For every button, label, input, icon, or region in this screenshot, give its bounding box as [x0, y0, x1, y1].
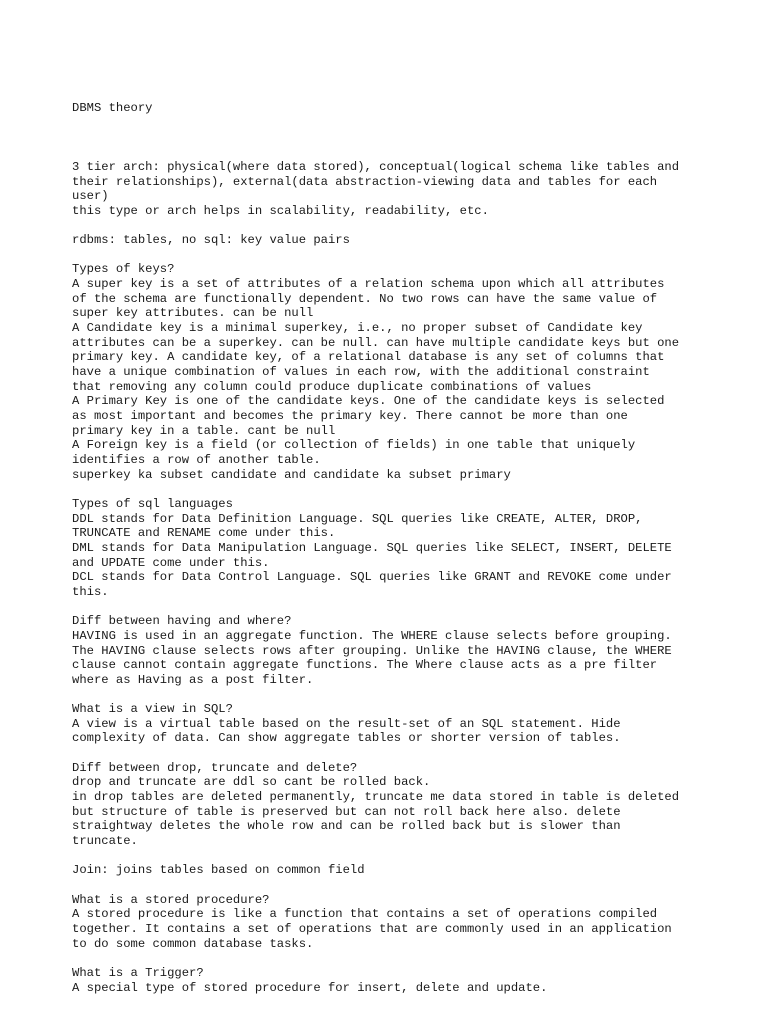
text-line: this type or arch helps in scalability, readability, etc. — [72, 203, 489, 218]
paragraph — [72, 160, 712, 219]
text-line: in drop tables are deleted permanently, truncate me data stored in table is deleted — [72, 790, 680, 805]
paragraph-gap — [72, 248, 712, 263]
text-line: clause cannot contain aggregate functions. The Where clause acts as a pre filter — [72, 658, 658, 673]
text-line: identifies a row of another table. — [72, 453, 321, 468]
document-body — [72, 72, 712, 995]
text-line: rdbms: tables, no sql: key value pairs — [72, 233, 350, 248]
text-line: Diff between having and where? — [72, 614, 292, 629]
text-line: A stored procedure is like a function that contains a set of operations compiled — [72, 907, 658, 922]
text-line: together. It contains a set of operations that are commonly used in an application — [72, 921, 672, 936]
paragraph-gap — [72, 482, 712, 497]
text-line: complexity of data. Can show aggregate tables or shorter version of tables. — [72, 731, 621, 746]
paragraph — [72, 761, 712, 849]
text-line: What is a view in SQL? — [72, 702, 233, 717]
text-line: What is a Trigger? — [72, 965, 204, 980]
paragraph-gap — [72, 687, 712, 702]
text-line: super key attributes. can be null — [72, 306, 314, 321]
text-line: HAVING is used in an aggregate function. The WHERE clause selects before grouping. — [72, 628, 672, 643]
text-line: primary key. A candidate key, of a relational database is any set of columns that — [72, 350, 665, 365]
text-line: DDL stands for Data Definition Language. SQL queries like CREATE, ALTER, DROP, — [72, 511, 643, 526]
text-line: DML stands for Data Manipulation Language. SQL queries like SELECT, INSERT, DELETE — [72, 540, 672, 555]
paragraph-gap — [72, 600, 712, 615]
paragraph-gap — [72, 746, 712, 761]
text-line: Types of keys? — [72, 262, 175, 277]
text-line: primary key in a table. cant be null — [72, 423, 336, 438]
document-title: DBMS theory — [72, 101, 153, 116]
text-line: superkey ka subset candidate and candidate ka subset primary — [72, 467, 511, 482]
paragraph-gap — [72, 145, 712, 160]
text-line: A view is a virtual table based on the result-set of an SQL statement. Hide — [72, 716, 621, 731]
text-line: have a unique combination of values in each row, with the additional constraint — [72, 365, 650, 380]
text-line: to do some common database tasks. — [72, 936, 314, 951]
paragraph-gap — [72, 849, 712, 864]
paragraph — [72, 497, 712, 600]
text-line: attributes can be a superkey. can be null. can have multiple candidate keys but one — [72, 335, 680, 350]
paragraph — [72, 233, 712, 248]
text-line: Diff between drop, truncate and delete? — [72, 760, 358, 775]
text-line: their relationships), external(data abstraction-viewing data and tables for each — [72, 174, 658, 189]
text-line: TRUNCATE and RENAME come under this. — [72, 526, 336, 541]
text-line: of the schema are functionally dependent. No two rows can have the same value of — [72, 291, 658, 306]
text-line: Join: joins tables based on common field — [72, 863, 365, 878]
text-line: where as Having as a post filter. — [72, 672, 314, 687]
paragraph — [72, 614, 712, 687]
text-line: 3 tier arch: physical(where data stored), conceptual(logical schema like tables and — [72, 159, 680, 174]
paragraph-gap — [72, 951, 712, 966]
text-line: user) — [72, 189, 109, 204]
text-line: A Primary Key is one of the candidate keys. One of the candidate keys is selected — [72, 394, 665, 409]
paragraph-gap — [72, 219, 712, 234]
text-line: A super key is a set of attributes of a relation schema upon which all attributes — [72, 277, 665, 292]
text-line: A Candidate key is a minimal superkey, i.e., no proper subset of Candidate key — [72, 321, 643, 336]
text-line: but structure of table is preserved but can not roll back here also. delete — [72, 804, 621, 819]
paragraph — [72, 863, 712, 878]
text-line: drop and truncate are ddl so cant be rolled back. — [72, 775, 431, 790]
paragraph — [72, 262, 712, 482]
text-line: DCL stands for Data Control Language. SQL queries like GRANT and REVOKE come under — [72, 570, 672, 585]
text-line: truncate. — [72, 834, 138, 849]
paragraph — [72, 702, 712, 746]
text-line: straightway deletes the whole row and can be rolled back but is slower than — [72, 819, 621, 834]
paragraph-gap — [72, 878, 712, 893]
text-line: The HAVING clause selects rows after grouping. Unlike the HAVING clause, the WHERE — [72, 643, 672, 658]
paragraph — [72, 966, 712, 995]
text-line: A special type of stored procedure for insert, delete and update. — [72, 980, 548, 995]
paragraph — [72, 893, 712, 952]
text-line: What is a stored procedure? — [72, 892, 270, 907]
text-line: this. — [72, 584, 109, 599]
text-line: and UPDATE come under this. — [72, 555, 270, 570]
text-line: as most important and becomes the primary key. There cannot be more than one — [72, 409, 628, 424]
text-line: that removing any column could produce duplicate combinations of values — [72, 379, 592, 394]
text-line: Types of sql languages — [72, 496, 233, 511]
text-line: A Foreign key is a field (or collection of fields) in one table that uniquely — [72, 438, 636, 453]
